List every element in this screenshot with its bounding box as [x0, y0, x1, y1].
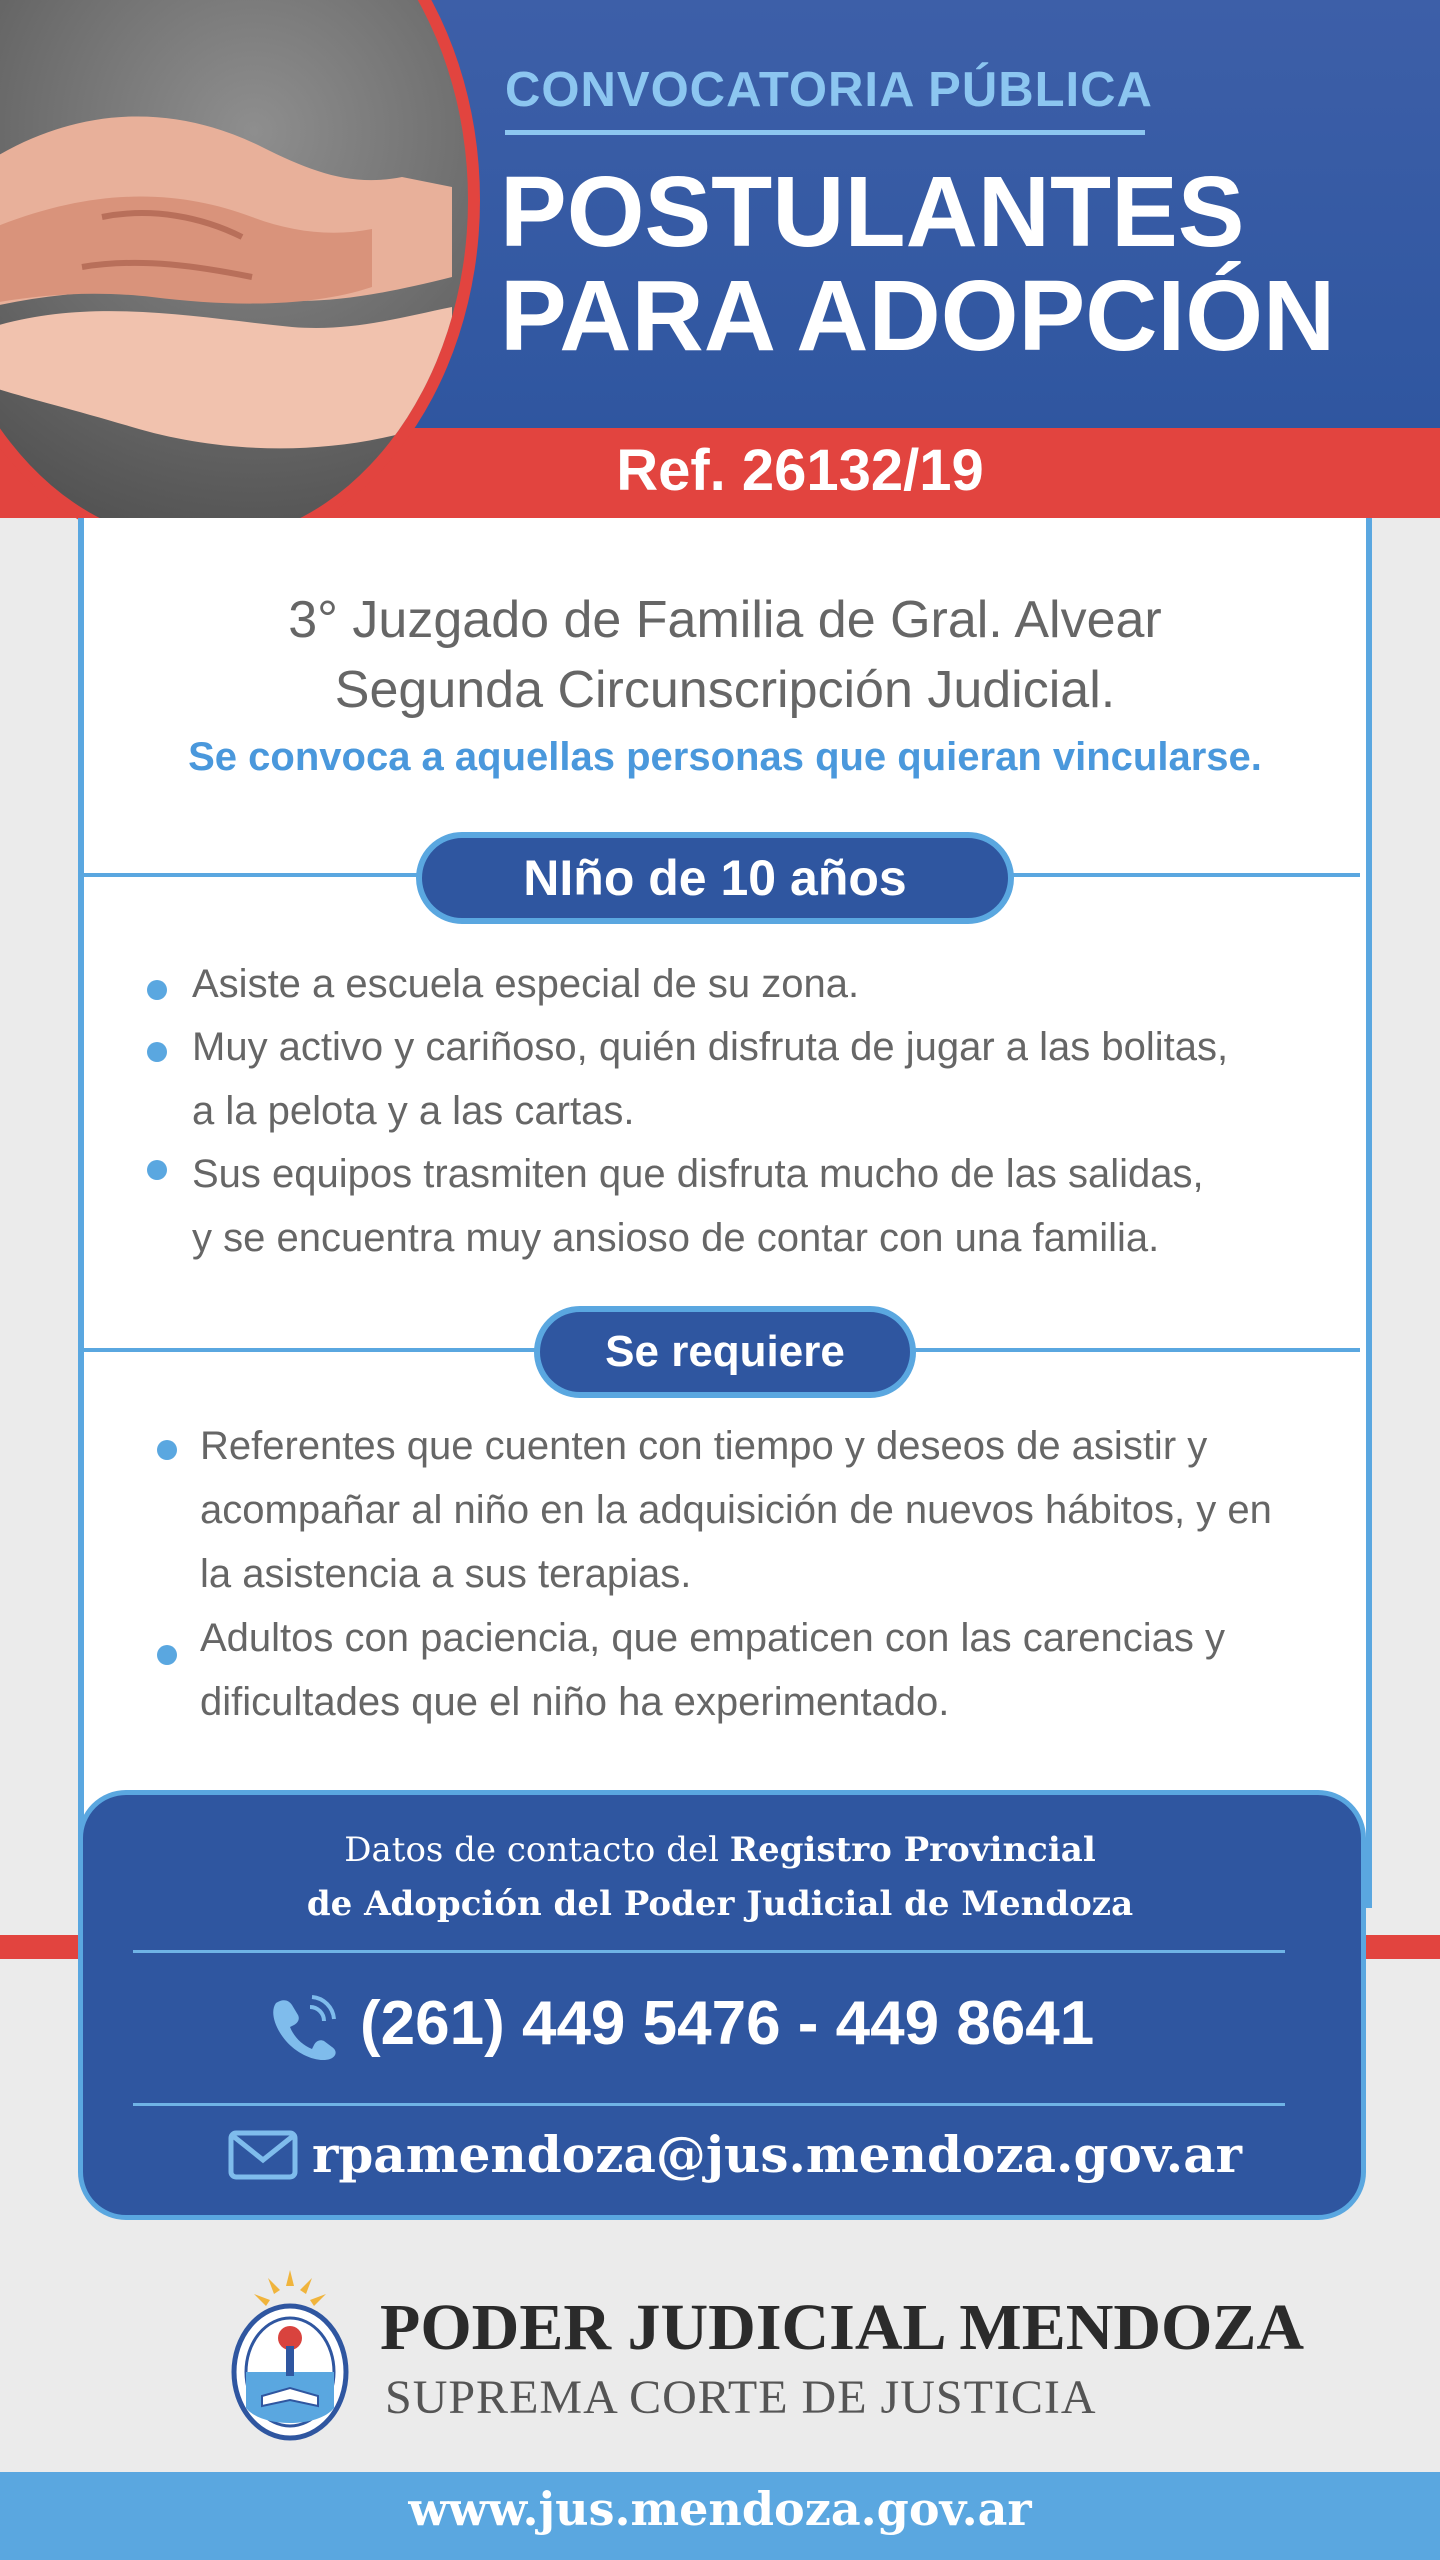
call-to-action: Se convoca a aquellas personas que quieran vincularse.	[188, 735, 1262, 779]
list-item: Sus equipos trasmiten que disfruta mucho de las salidas,	[192, 1152, 1204, 1196]
list-item-continuation: a la pelota y a las cartas.	[192, 1089, 635, 1133]
bullet-dot	[147, 1042, 167, 1062]
contact-divider	[133, 1950, 1285, 1953]
page-title-line1: POSTULANTES	[500, 156, 1245, 268]
bullet-dot	[147, 980, 167, 1000]
phone-icon	[268, 1995, 340, 2066]
email-link[interactable]: rpamendoza@jus.mendoza.gov.ar	[312, 2125, 1242, 2184]
provincial-emblem-icon	[228, 2268, 352, 2449]
list-item-continuation: la asistencia a sus terapias.	[200, 1552, 692, 1596]
side-accent-right	[1366, 1935, 1440, 1959]
bullet-dot	[147, 1160, 167, 1180]
contact-intro-line2: de Adopción del Poder Judicial de Mendoza	[306, 1884, 1134, 1924]
list-item-continuation: acompañar al niño en la adquisición de nuevos hábitos, y en	[200, 1488, 1272, 1532]
contact-intro-bold: Registro Provincial	[729, 1830, 1096, 1870]
list-item: Asiste a escuela especial de su zona.	[192, 962, 860, 1006]
child-heading-pill: NIño de 10 años	[416, 832, 1014, 924]
bullet-dot	[157, 1440, 177, 1460]
court-circumscription: Segunda Circunscripción Judicial.	[334, 661, 1116, 719]
list-item: Muy activo y cariñoso, quién disfruta de jugar a las bolitas,	[192, 1025, 1229, 1069]
page-title	[500, 156, 1336, 372]
reference-number: Ref. 26132/19	[616, 438, 984, 503]
header-kicker: CONVOCATORIA PÚBLICA	[505, 63, 1153, 117]
organization-name: PODER JUDICIAL MENDOZA	[380, 2291, 1305, 2364]
list-item: Adultos con paciencia, que empaticen con las carencias y	[200, 1616, 1226, 1660]
envelope-icon	[228, 2130, 298, 2185]
court-name: 3° Juzgado de Familia de Gral. Alvear	[288, 591, 1162, 649]
organization-subtitle: SUPREMA CORTE DE JUSTICIA	[385, 2371, 1097, 2424]
phone-number[interactable]: (261) 449 5476 - 449 8641	[360, 1989, 1095, 2058]
list-item: Referentes que cuenten con tiempo y deseos de asistir y	[200, 1424, 1208, 1468]
website-link[interactable]: www.jus.mendoza.gov.ar	[408, 2482, 1032, 2536]
bullet-dot	[157, 1645, 177, 1665]
requirements-heading-pill: Se requiere	[534, 1306, 916, 1398]
page-title-line2: PARA ADOPCIÓN	[500, 260, 1336, 372]
list-item-continuation: dificultades que el niño ha experimentado.	[200, 1680, 950, 1724]
contact-intro-plain: Datos de contacto del	[344, 1830, 730, 1870]
header-kicker-underline	[505, 130, 1145, 135]
contact-intro	[80, 1830, 1360, 1870]
contact-divider	[133, 2103, 1285, 2106]
list-item-continuation: y se encuentra muy ansioso de contar con una familia.	[192, 1216, 1160, 1260]
side-accent-left	[0, 1935, 78, 1959]
